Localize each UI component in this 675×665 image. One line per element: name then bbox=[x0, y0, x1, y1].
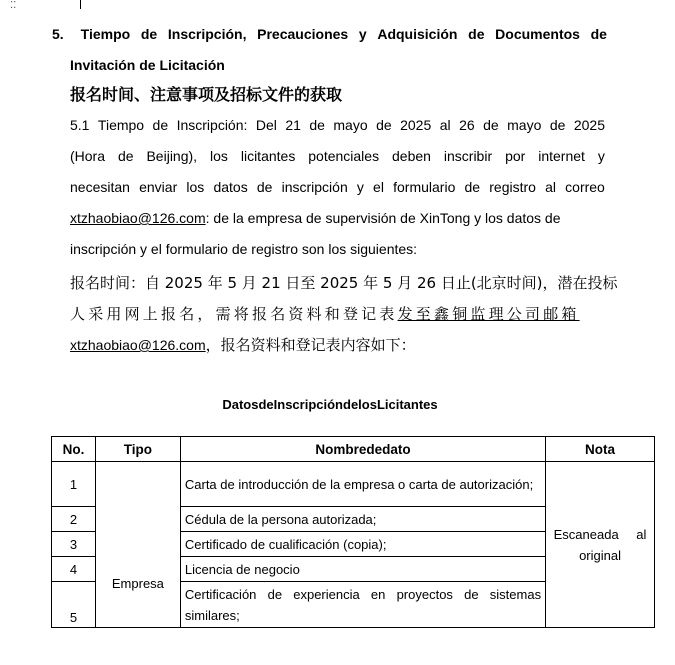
email-link[interactable]: xtzhaobiao@126.com bbox=[70, 210, 206, 226]
paragraph-word: al bbox=[439, 117, 451, 133]
paragraph-text: ，报名资料和登记表内容如下： bbox=[205, 336, 416, 354]
paragraph-word: 2025 bbox=[573, 117, 605, 133]
heading-word: Inscripción, bbox=[167, 26, 247, 42]
section-heading bbox=[52, 19, 607, 81]
paragraph-word: Del bbox=[255, 117, 277, 133]
heading-word: y bbox=[358, 26, 367, 42]
heading-word: de bbox=[590, 26, 607, 42]
nombre-cell: Certificado de cualificación (copia); bbox=[180, 532, 545, 557]
row-number: 2 bbox=[52, 507, 96, 532]
paragraph-word: internet bbox=[538, 148, 585, 164]
paragraph-line bbox=[70, 268, 618, 299]
paragraph-word: datos bbox=[213, 179, 248, 195]
paragraph-word: registro bbox=[489, 179, 536, 195]
paragraph-word: enviar bbox=[139, 179, 178, 195]
paragraph-word: 2025 bbox=[400, 117, 432, 133]
chinese-paragraph bbox=[70, 268, 618, 361]
paragraph-word: 21 bbox=[285, 117, 301, 133]
table-header-row bbox=[52, 437, 655, 462]
paragraph-word: mayo bbox=[333, 117, 368, 133]
paragraph-word: de bbox=[152, 117, 169, 133]
heading-word: de bbox=[468, 26, 485, 42]
paragraph-word: 26 bbox=[459, 117, 475, 133]
table-row bbox=[52, 462, 655, 507]
header-nota: Nota bbox=[546, 437, 655, 462]
paragraph-word: de bbox=[117, 148, 134, 164]
paragraph-line bbox=[70, 299, 605, 330]
paragraph-text: 人采用网上报名，需将报名资料和登记表 bbox=[70, 305, 398, 323]
nota-text: original bbox=[579, 547, 621, 563]
heading-word: Tiempo bbox=[80, 26, 131, 42]
row-number: 5 bbox=[52, 582, 96, 628]
paragraph-text: inscripción y el formulario de registro son los siguientes: bbox=[70, 241, 418, 257]
heading-word: Precauciones bbox=[257, 26, 349, 42]
tipo-cell: Empresa bbox=[95, 462, 180, 628]
paragraph-text: 报名时间：自 2025 年 5 月 21 日至 2025 年 5 月 26 日止(北京时间)，潜在投标 bbox=[70, 274, 618, 292]
paragraph-line bbox=[70, 203, 605, 234]
nombre-cell: Certificación de experiencia en proyectos de sistemas similares; bbox=[180, 582, 545, 628]
paragraph-word: Inscripción: bbox=[176, 117, 248, 133]
paragraph-word: de bbox=[549, 117, 566, 133]
nota-text: Escaneada al bbox=[553, 526, 647, 542]
row-number: 3 bbox=[52, 532, 96, 557]
paragraph-word: los bbox=[186, 179, 205, 195]
paragraph-word: Tiempo bbox=[97, 117, 145, 133]
paragraph-word: de bbox=[376, 117, 392, 133]
table-title: DatosdeInscripcióndelosLicitantes bbox=[222, 397, 438, 412]
nombre-cell: Carta de introducción de la empresa o carta de autorización; bbox=[180, 462, 545, 507]
nombre-cell: Licencia de negocio bbox=[180, 557, 545, 582]
paragraph-word: mayo bbox=[507, 117, 542, 133]
section-heading-line1 bbox=[52, 19, 607, 50]
chinese-section-heading: 报名时间、注意事项及招标文件的获取 bbox=[70, 85, 343, 104]
paragraph-word: y bbox=[356, 179, 364, 195]
paragraph-word: de bbox=[309, 117, 325, 133]
paragraph-word: Beijing), bbox=[146, 148, 198, 164]
section-heading-line2: Invitación de Licitación bbox=[70, 57, 225, 73]
paragraph-word: deben bbox=[392, 148, 431, 164]
paragraph-word: 5.1 bbox=[70, 117, 90, 133]
row-number: 4 bbox=[52, 557, 96, 582]
header-no: No. bbox=[52, 437, 96, 462]
paragraph-word: los bbox=[210, 148, 228, 164]
paragraph-word: de bbox=[483, 117, 499, 133]
paragraph-word: inscribir bbox=[443, 148, 493, 164]
paragraph-word: inscripción bbox=[281, 179, 348, 195]
heading-word: Documentos bbox=[495, 26, 580, 42]
paragraph-word: licitantes bbox=[240, 148, 296, 164]
header-tipo: Tipo bbox=[95, 437, 180, 462]
heading-word: de bbox=[140, 26, 158, 42]
paragraph-word: y bbox=[597, 148, 605, 164]
row-number: 1 bbox=[52, 462, 96, 507]
paragraph-word: necesitan bbox=[70, 179, 130, 195]
paragraph-line bbox=[70, 330, 605, 361]
paragraph-line bbox=[70, 110, 605, 141]
nota-cell bbox=[546, 462, 655, 628]
header-nombre: Nombrededato bbox=[180, 437, 545, 462]
section-number: 5. bbox=[52, 26, 64, 42]
paragraph-word: correo bbox=[565, 179, 605, 195]
paragraph-line bbox=[70, 172, 605, 203]
paragraph-word: de bbox=[256, 179, 273, 195]
corner-mark: ⁚⁚ bbox=[10, 0, 17, 11]
paragraph-line bbox=[70, 234, 605, 265]
paragraph-word: de bbox=[464, 179, 481, 195]
paragraph-word: al bbox=[545, 179, 556, 195]
registration-data-table bbox=[51, 436, 655, 628]
paragraph-text-underlined: 发至鑫铜监理公司邮箱 bbox=[397, 305, 580, 323]
paragraph-text: : de la empresa de supervisión de XinTong y los datos de bbox=[205, 210, 561, 226]
nombre-cell: Cédula de la persona autorizada; bbox=[180, 507, 545, 532]
paragraph-word: el bbox=[373, 179, 384, 195]
heading-word: Adquisición bbox=[377, 26, 458, 42]
paragraph-word: formulario bbox=[393, 179, 456, 195]
paragraph-word: potenciales bbox=[308, 148, 380, 164]
paragraph-word: (Hora bbox=[70, 148, 106, 164]
text-cursor bbox=[80, 0, 81, 9]
paragraph-line bbox=[70, 141, 605, 172]
paragraph-word: por bbox=[505, 148, 526, 164]
email-link[interactable]: xtzhaobiao@126.com bbox=[70, 337, 206, 353]
spanish-paragraph bbox=[70, 110, 605, 265]
